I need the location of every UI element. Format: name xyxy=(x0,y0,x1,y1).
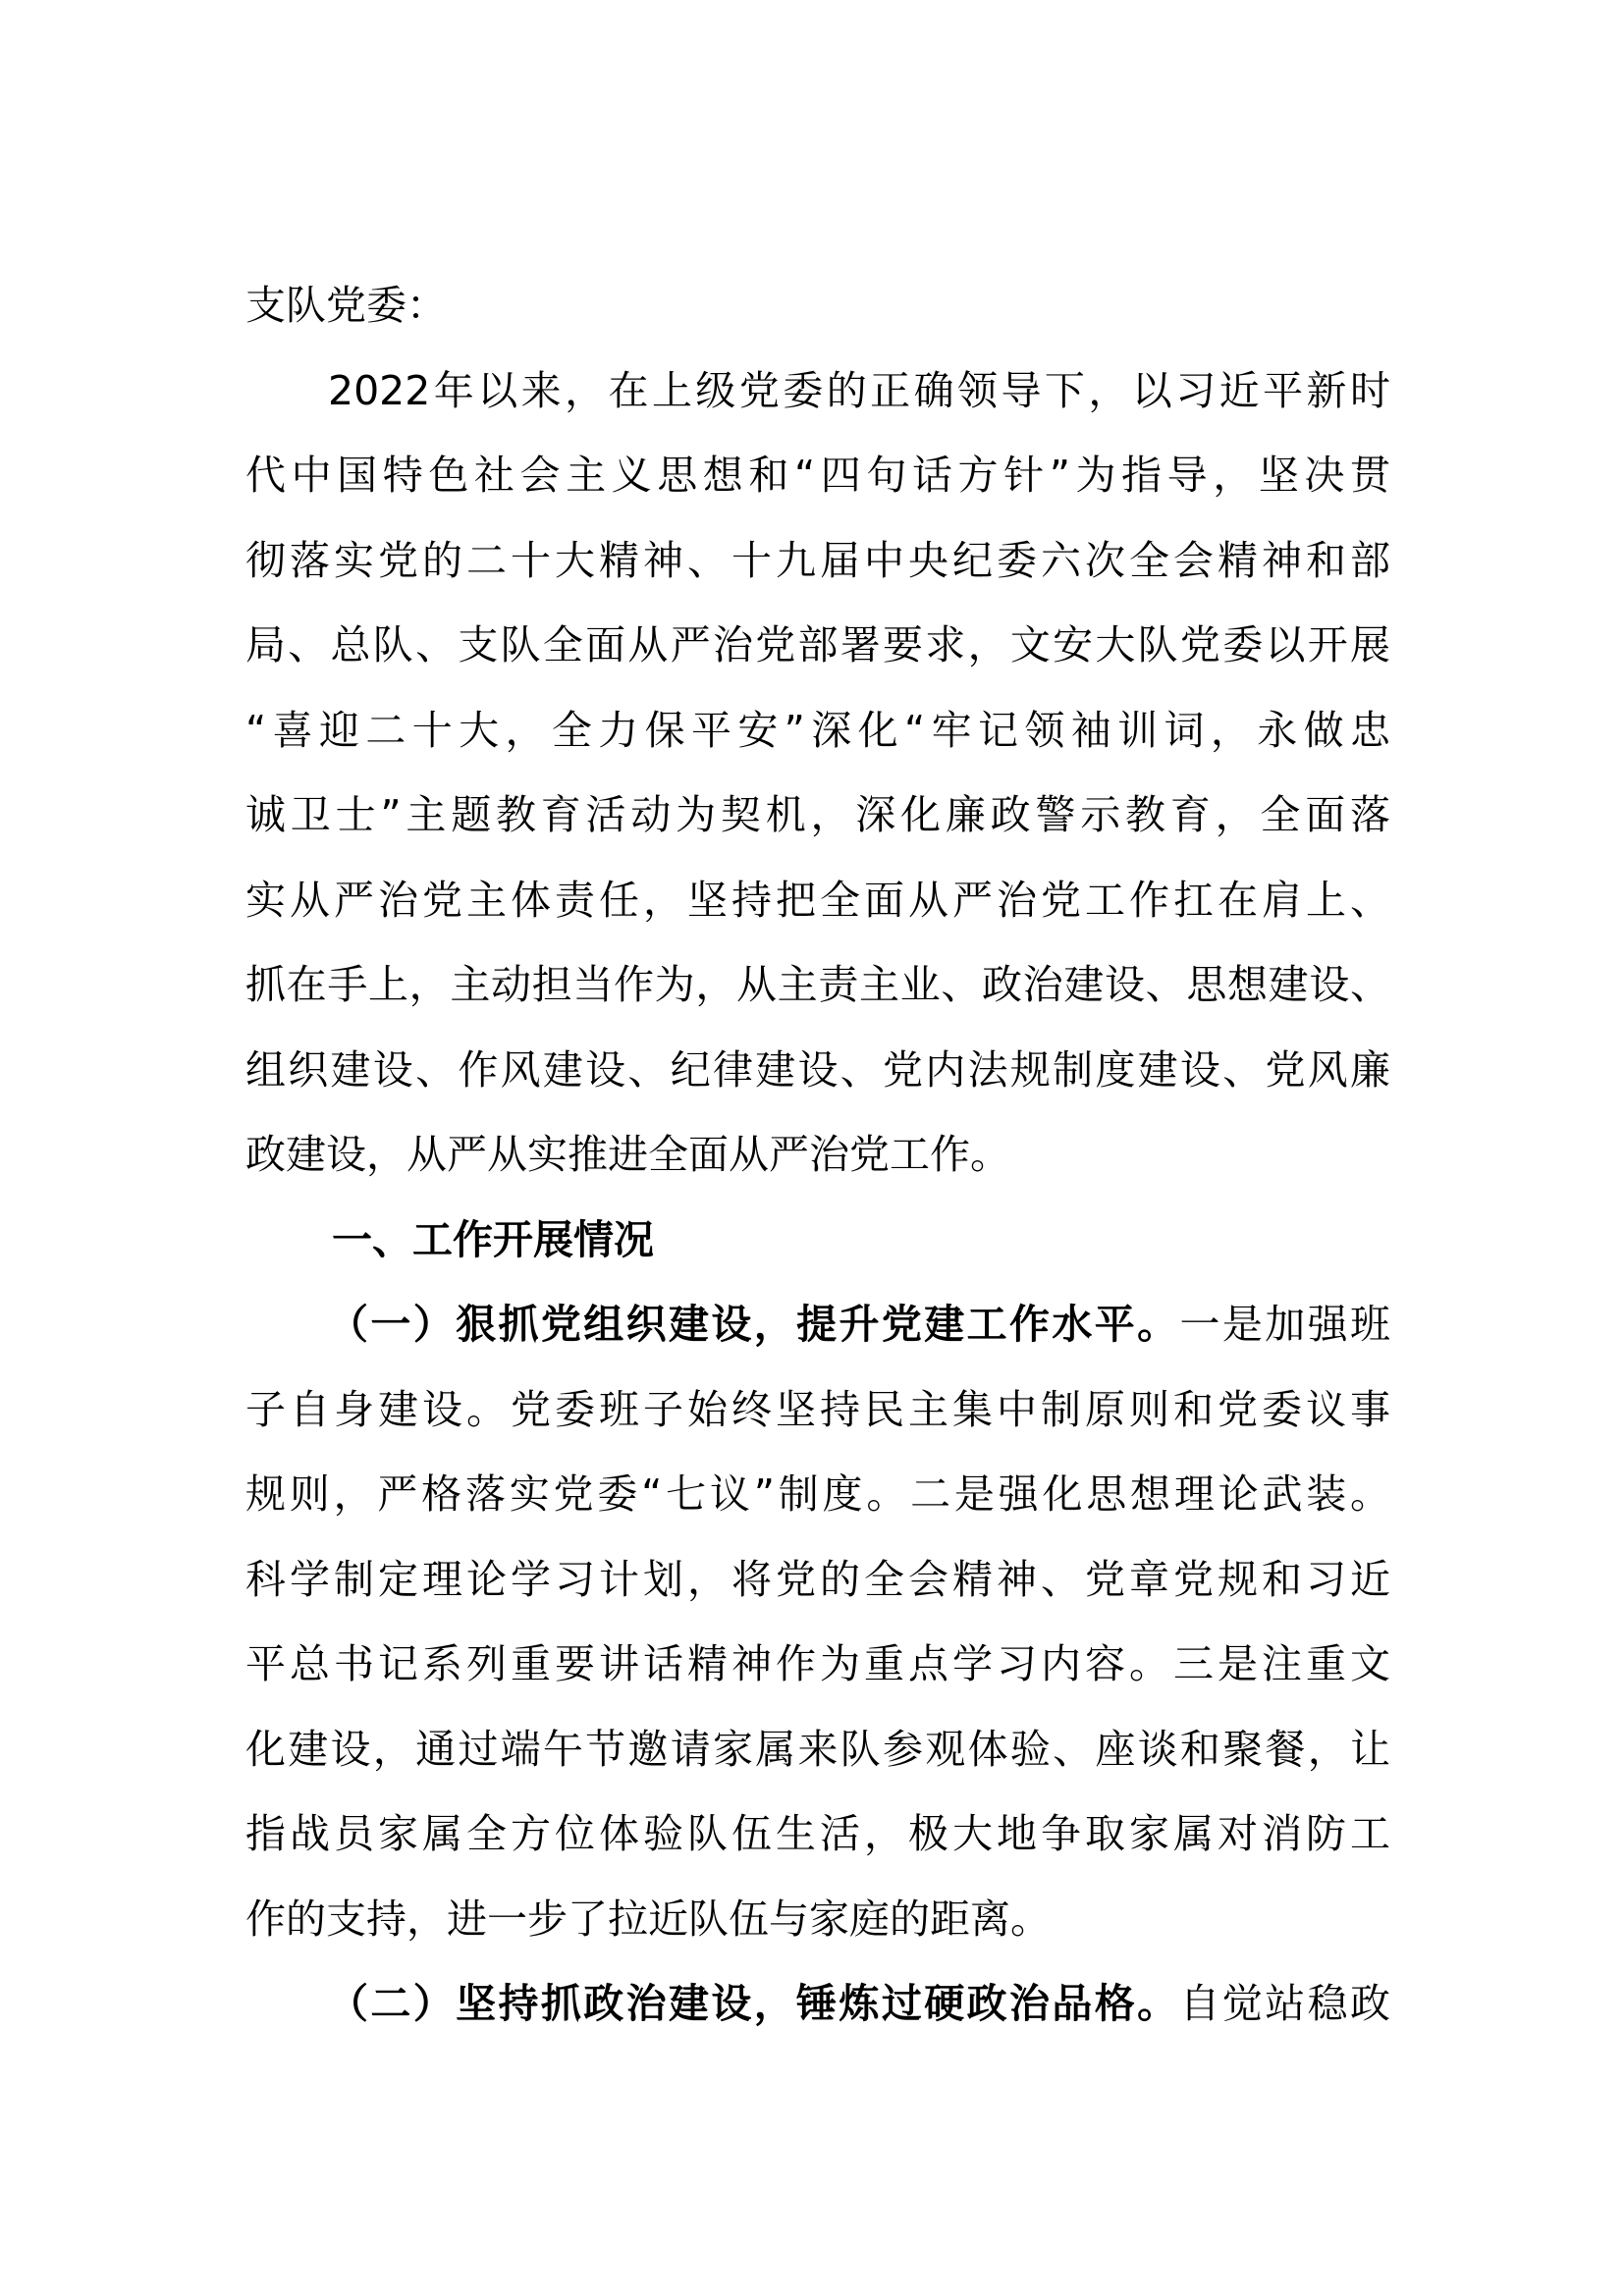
subsection-1-line-8: 作的支持，进一步了拉近队伍与家庭的距离。 xyxy=(245,1895,1051,1943)
intro-line-6: 诚卫士”主题教育活动为契机，深化廉政警示教育，全面落 xyxy=(245,791,1390,838)
subsection-1-line-6: 化建设，通过端午节邀请家属来队参观体验、座谈和聚餐，让 xyxy=(245,1725,1390,1773)
subsection-1-line-5: 平总书记系列重要讲话精神作为重点学习内容。三是注重文 xyxy=(245,1640,1390,1687)
intro-line-2: 代中国特色社会主义思想和“四句话方针”为指导，坚决贯 xyxy=(245,452,1390,499)
document-page xyxy=(245,263,1390,2047)
intro-line-8: 抓在手上，主动担当作为，从主责主业、政治建设、思想建设、 xyxy=(245,961,1390,1008)
subsection-1-line-7: 指战员家属全方位体验队伍生活，极大地争取家属对消防工 xyxy=(245,1810,1390,1857)
subsection-1-line-2: 子自身建设。党委班子始终坚持民主集中制原则和党委议事 xyxy=(245,1385,1390,1433)
section-heading: 一、工作开展情况 xyxy=(332,1215,654,1263)
intro-line-9: 组织建设、作风建设、纪律建设、党内法规制度建设、党风廉 xyxy=(245,1045,1390,1094)
subsection-1-line-3: 规则，严格落实党委“七议”制度。二是强化思想理论武装。 xyxy=(245,1470,1390,1518)
intro-line-10: 政建设，从严从实推进全面从严治党工作。 xyxy=(245,1131,1010,1178)
intro-line-1: 2022年以来，在上级党委的正确领导下，以习近平新时 xyxy=(328,366,1390,414)
intro-line-3: 彻落实党的二十大精神、十九届中央纪委六次全会精神和部 xyxy=(245,536,1390,584)
salutation: 支队党委： xyxy=(245,282,447,329)
intro-line-7: 实从严治党主体责任，坚持把全面从严治党工作扛在肩上、 xyxy=(245,876,1390,924)
subsection-1-title: （一）狠抓党组织建设，提升党建工作水平。 xyxy=(328,1301,1180,1348)
subsection-2-title: （二）坚持抓政治建设，锤炼过硬政治品格。 xyxy=(328,1980,1180,2027)
subsection-2-first-line xyxy=(245,1961,1390,2047)
intro-line-4: 局、总队、支队全面从严治党部署要求，文安大队党委以开展 xyxy=(245,621,1390,668)
subsection-2-first-line-rest: 自觉站稳政 xyxy=(1179,1980,1390,2027)
subsection-1-first-line xyxy=(245,1282,1390,1367)
subsection-1-first-line-rest: 一是加强班 xyxy=(1179,1301,1390,1348)
intro-line-5: “喜迎二十大，全力保平安”深化“牢记领袖训词，永做忠 xyxy=(245,706,1390,754)
subsection-1-line-4: 科学制定理论学习计划，将党的全会精神、党章党规和习近 xyxy=(245,1555,1390,1603)
